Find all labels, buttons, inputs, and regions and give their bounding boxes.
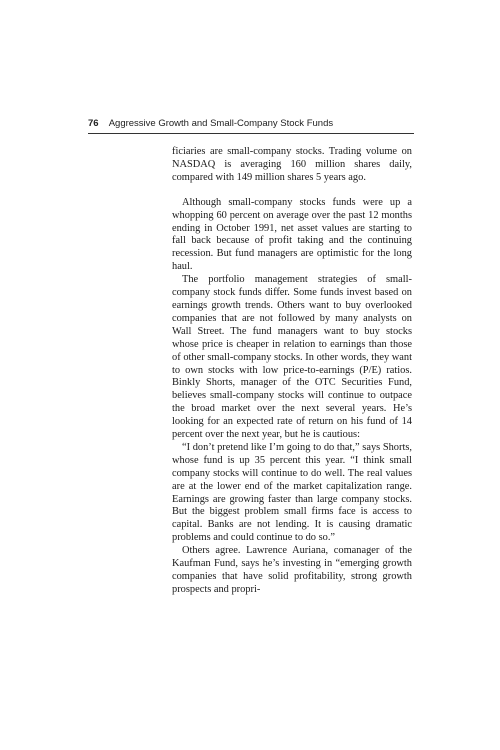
- running-title: Aggressive Growth and Small-Company Stock Funds: [108, 118, 334, 129]
- paragraph: Others agree. Lawrence Auriana, comanager of the Kaufman Fund, says he’s investing in “emerging growth companies that have solid profitability, strong growth prospects and propri-: [172, 545, 412, 595]
- paragraph-continued: ficiaries are small-company stocks. Trading volume on NASDAQ is averaging 160 million shares daily, compared with 149 million shares 5 years ago.: [172, 146, 412, 183]
- running-header: [88, 118, 414, 129]
- body-text: [172, 146, 412, 597]
- page-number: 76: [88, 118, 99, 129]
- quote-paragraph: “I don’t pretend like I’m going to do that,” says Shorts, whose fund is up 35 percent this year. “I think small company stocks will continue to do well. The real values are at the lower end of the market capitalization range. Earnings are growing faster than large company stocks. But the biggest problem small firms face is access to capital. Banks are not lending. It is causing dramatic problems and could continue to do so.”: [172, 441, 412, 544]
- header-rule: [88, 133, 414, 134]
- paragraph: Although small-company stocks funds were up a whopping 60 percent on average over the past 12 months ending in October 1991, net asset values are starting to fall back because of profit taking and the continuing recession. But fund managers are optimistic for the long haul.: [172, 196, 412, 273]
- paragraph: The portfolio management strategies of small-company stock funds differ. Some funds invest based on earnings growth trends. Others want to buy overlooked companies that are not followed by many analysts on Wall Street. The fund managers want to buy stocks whose price is cheaper in relation to earnings than those of other small-company stocks. In other words, they want to own stocks with low price-to-earnings (P/E) ratios. Binkly Shorts, manager of the OTC Securities Fund, believes small-company stocks will continue to outpace the broad market over the next several years. He’s looking for an expected rate of return on his fund of 14 percent over the next year, but he is cautious:: [172, 274, 412, 441]
